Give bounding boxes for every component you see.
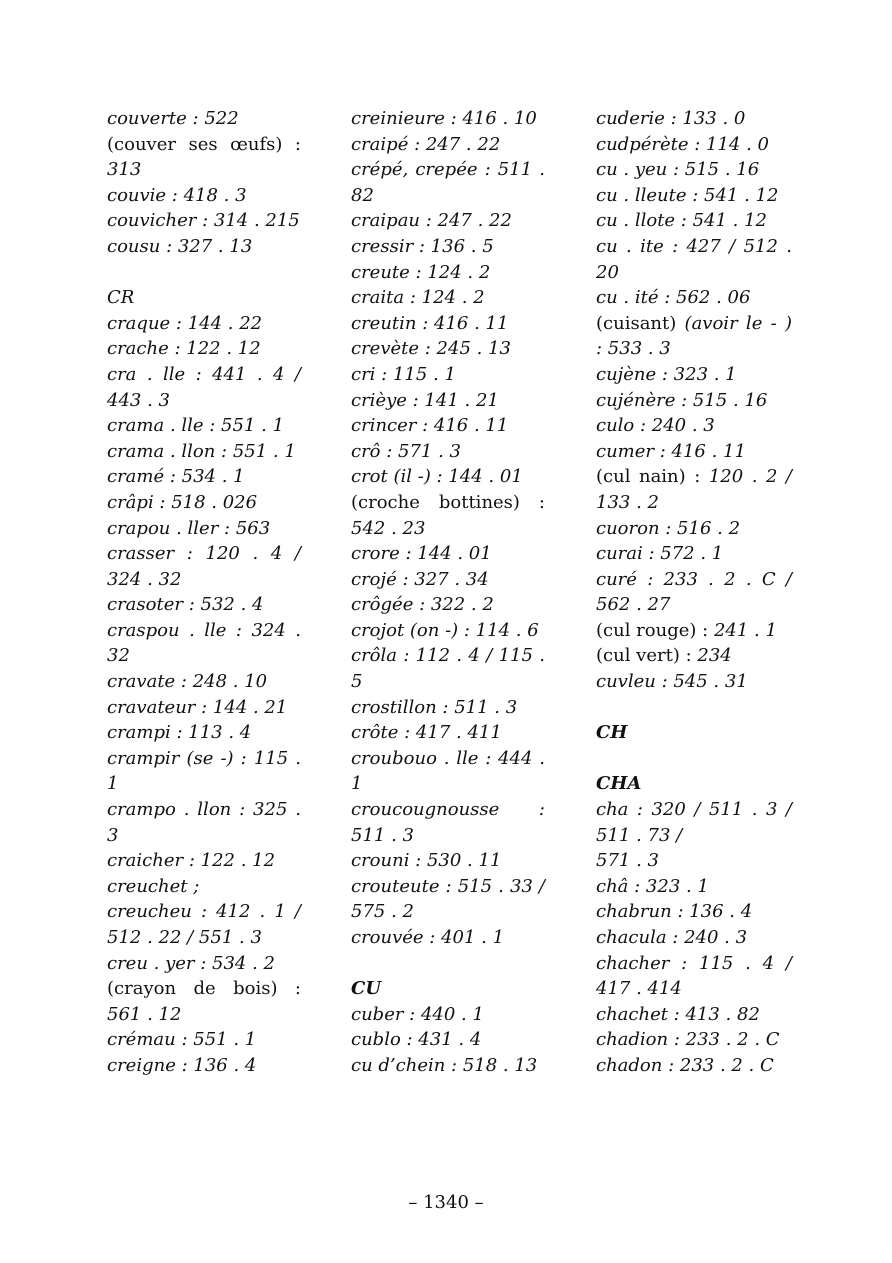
index-entry: curé : 233 . 2 . C / 562 . 27 — [596, 568, 792, 616]
entry-term: (croche bottines) : — [351, 491, 545, 513]
entry-term: (couver ses œufs) : — [107, 133, 301, 155]
index-entry: crémau : 551 . 1 — [107, 1029, 257, 1051]
index-entry: cousu : 327 . 13 — [107, 235, 253, 257]
index-entry: chadon : 233 . 2 . C — [596, 1054, 774, 1076]
index-entry: creuchet ; — [107, 875, 200, 897]
index-entry — [596, 311, 792, 362]
index-entry: craita : 124 . 2 — [351, 287, 485, 309]
index-entry: crapou . ller : 563 — [107, 517, 271, 539]
index-entry: crôgée : 322 . 2 — [351, 594, 494, 616]
index-entry: cu . lleute : 541 . 12 — [596, 184, 779, 206]
index-entry: crampir (se -) : 115 . 1 — [107, 747, 301, 795]
entry-reference: 561 . 12 — [107, 1003, 182, 1025]
index-entry: cublo : 431 . 4 — [351, 1029, 482, 1051]
entry-reference: (avoir le - ) : 533 . 3 — [596, 312, 792, 360]
index-entry: crama . llon : 551 . 1 — [107, 440, 296, 462]
index-entry: creinieure : 416 . 10 — [351, 108, 537, 129]
index-column-3 — [596, 106, 792, 1079]
index-entry: cuderie : 133 . 0 — [596, 108, 746, 129]
index-entry: cra . lle : 441 . 4 / 443 . 3 — [107, 363, 301, 411]
index-entry: crache : 122 . 12 — [107, 338, 261, 360]
index-entry: chabrun : 136 . 4 — [596, 901, 753, 923]
index-entry: crincer : 416 . 11 — [351, 415, 509, 437]
index-entry: crojot (on -) : 114 . 6 — [351, 619, 539, 641]
spacer — [596, 746, 792, 772]
index-entry — [107, 132, 301, 183]
index-entry: crouteute : 515 . 33 / 575 . 2 — [351, 875, 545, 923]
index-entry: cri : 115 . 1 — [351, 363, 456, 385]
section-heading: CU — [351, 978, 382, 1000]
index-entry — [351, 490, 545, 541]
entry-term: (crayon de bois) : — [107, 978, 301, 1000]
index-entry: crasoter : 532 . 4 — [107, 594, 264, 616]
index-entry: cressir : 136 . 5 — [351, 235, 494, 257]
index-entry: cudpérète : 114 . 0 — [596, 133, 769, 155]
index-entry: croucougnousse : 511 . 3 — [351, 799, 545, 846]
index-entry: craipé : 247 . 22 — [351, 133, 501, 155]
index-column-1 — [107, 106, 301, 1079]
section-heading: CH — [596, 722, 628, 744]
index-entry: crièye : 141 . 21 — [351, 389, 499, 411]
index-entry: 571 . 3 — [596, 850, 659, 872]
page-number: – 1340 – — [408, 1192, 484, 1213]
index-entry: crépé, crepée : 511 . 82 — [351, 159, 545, 206]
index-entry: creucheu : 412 . 1 / 512 . 22 / 551 . 3 — [107, 901, 301, 948]
index-entry: cu . ite : 427 / 512 . 20 — [596, 235, 792, 283]
index-entry: châ : 323 . 1 — [596, 875, 709, 897]
index-entry: crampo . llon : 325 . 3 — [107, 799, 301, 846]
index-entry: couverte : 522 — [107, 108, 239, 129]
index-entry — [596, 643, 792, 669]
section-heading: CR — [107, 287, 135, 309]
index-entry: creute : 124 . 2 — [351, 261, 491, 283]
index-entry: crot (il -) : 144 . 01 — [351, 466, 523, 488]
index-entry: crojé : 327 . 34 — [351, 568, 489, 590]
index-entry: cujénère : 515 . 16 — [596, 389, 768, 411]
index-entry — [107, 976, 301, 1027]
index-entry: creu . yer : 534 . 2 — [107, 952, 276, 974]
spacer — [596, 695, 792, 721]
index-entry: craque : 144 . 22 — [107, 312, 263, 334]
index-entry: crore : 144 . 01 — [351, 543, 492, 565]
index-entry: craspou . lle : 324 . 32 — [107, 619, 301, 667]
index-entry: couvie : 418 . 3 — [107, 184, 247, 206]
entry-term: (cul rouge) : — [596, 619, 709, 641]
index-entry: curai : 572 . 1 — [596, 543, 724, 565]
index-entry: cumer : 416 . 11 — [596, 440, 746, 462]
index-entry: craipau : 247 . 22 — [351, 210, 512, 232]
entry-reference: 542 . 23 — [351, 517, 426, 539]
index-entry: crouvée : 401 . 1 — [351, 927, 505, 948]
index-entry: crevète : 245 . 13 — [351, 338, 511, 360]
index-entry — [596, 464, 792, 515]
index-entry: crostillon : 511 . 3 — [351, 696, 518, 718]
entry-term: (cuisant) — [596, 312, 677, 334]
index-entry: creigne : 136 . 4 — [107, 1054, 257, 1076]
entry-reference: 234 — [697, 645, 732, 667]
index-entry: craicher : 122 . 12 — [107, 850, 276, 872]
index-entry: crouni : 530 . 11 — [351, 850, 502, 872]
index-entry: crôla : 112 . 4 / 115 . 5 — [351, 645, 545, 693]
index-entry: cravateur : 144 . 21 — [107, 696, 288, 718]
index-entry: crama . lle : 551 . 1 — [107, 415, 285, 437]
index-entry: cravate : 248 . 10 — [107, 671, 268, 693]
index-entry: creutin : 416 . 11 — [351, 312, 509, 334]
index-entry: chadion : 233 . 2 . C — [596, 1029, 780, 1051]
index-entry: cu . yeu : 515 . 16 — [596, 159, 760, 181]
entry-term: (cul nain) : — [596, 466, 701, 488]
index-entry: crô : 571 . 3 — [351, 440, 462, 462]
entry-reference: 313 — [107, 159, 142, 181]
index-entry: cuvleu : 545 . 31 — [596, 671, 748, 693]
index-entry: cramé : 534 . 1 — [107, 466, 245, 488]
index-entry: culo : 240 . 3 — [596, 415, 715, 437]
index-entry: crôte : 417 . 411 — [351, 722, 502, 744]
entry-reference: 120 . 2 / 133 . 2 — [596, 466, 792, 513]
section-heading: CHA — [596, 773, 642, 795]
index-entry: cu . llote : 541 . 12 — [596, 210, 768, 232]
index-entry: crampi : 113 . 4 — [107, 722, 252, 744]
index-entry: cuoron : 516 . 2 — [596, 517, 741, 539]
spacer — [351, 951, 545, 977]
index-entry: cu . ité : 562 . 06 — [596, 287, 751, 309]
entry-reference: 241 . 1 — [713, 619, 777, 641]
index-entry: cujène : 323 . 1 — [596, 363, 737, 385]
index-entry — [596, 618, 792, 644]
index-entry: chachet : 413 . 82 — [596, 1003, 760, 1025]
index-entry: crasser : 120 . 4 / 324 . 32 — [107, 543, 301, 590]
index-entry: cu d’chein : 518 . 13 — [351, 1054, 538, 1076]
index-entry: crâpi : 518 . 026 — [107, 491, 258, 513]
index-column-2 — [351, 106, 545, 1079]
index-entry: cuber : 440 . 1 — [351, 1003, 484, 1025]
entry-term: (cul vert) : — [596, 645, 692, 667]
index-entry: chacula : 240 . 3 — [596, 927, 748, 948]
spacer — [107, 260, 301, 286]
index-entry: couvicher : 314 . 215 — [107, 210, 300, 232]
index-entry: croubouo . lle : 444 . 1 — [351, 747, 545, 795]
index-entry: chacher : 115 . 4 / 417 . 414 — [596, 952, 792, 1000]
index-entry: cha : 320 / 511 . 3 / 511 . 73 / — [596, 799, 792, 846]
